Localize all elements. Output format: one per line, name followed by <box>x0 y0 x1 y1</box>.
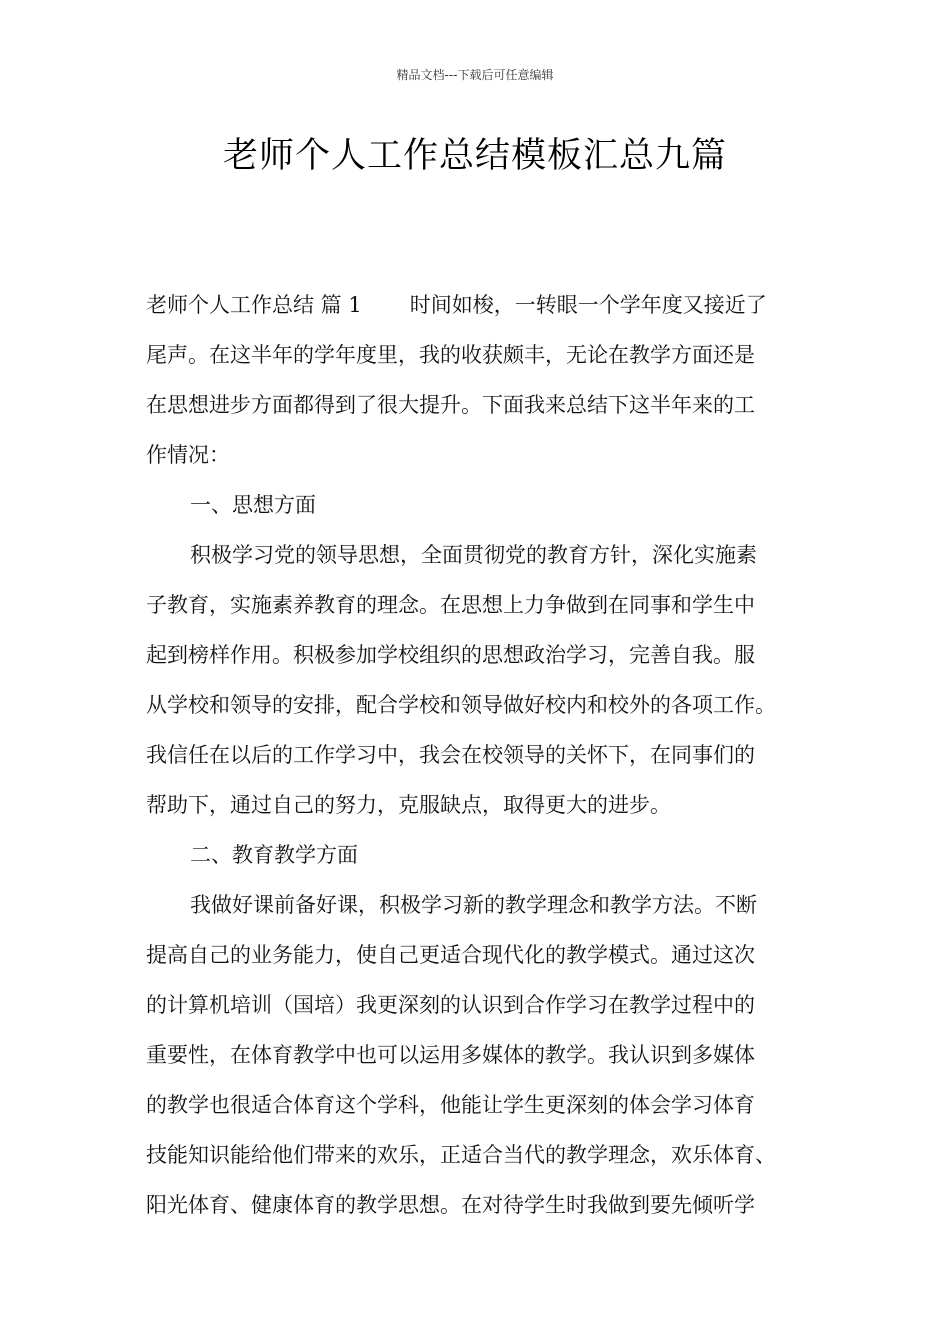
document-title: 老师个人工作总结模板汇总九篇 <box>222 136 727 176</box>
text-line: 我信任在以后的工作学习中，我会在校领导的关怀下，在同事们的 <box>146 743 755 767</box>
text-line: 尾声。在这半年的学年度里，我的收获颇丰，无论在教学方面还是 <box>146 343 755 367</box>
text-line: 子教育，实施素养教育的理念。在思想上力争做到在同事和学生中 <box>146 593 755 617</box>
section-heading-1: 老师个人工作总结 篇 1 <box>146 293 362 317</box>
subheading: 一、思想方面 <box>190 493 316 517</box>
text-line: 技能知识能给他们带来的欢乐，正适合当代的教学理念，欢乐体育、 <box>146 1143 776 1167</box>
text-line: 的教学也很适合体育这个学科，他能让学生更深刻的体会学习体育 <box>146 1093 755 1117</box>
text-line: 帮助下，通过自己的努力，克服缺点，取得更大的进步。 <box>146 793 671 817</box>
text-line: 的计算机培训（国培）我更深刻的认识到合作学习在教学过程中的 <box>146 993 755 1017</box>
text-line: 我做好课前备好课，积极学习新的教学理念和教学方法。不断 <box>190 893 757 917</box>
text-span: 时间如梭，一转眼一个学年度又接近了 <box>409 293 767 317</box>
text-line: 起到榜样作用。积极参加学校组织的思想政治学习，完善自我。服 <box>146 643 755 667</box>
text-line: 在思想进步方面都得到了很大提升。下面我来总结下这半年来的工 <box>146 393 755 417</box>
text-line: 重要性，在体育教学中也可以运用多媒体的教学。我认识到多媒体 <box>146 1043 755 1067</box>
subheading: 二、教育教学方面 <box>190 843 358 867</box>
text-line: 积极学习党的领导思想，全面贯彻党的教育方针，深化实施素 <box>190 543 757 567</box>
text-line: 作情况： <box>146 443 230 467</box>
text-line: 提高自己的业务能力，使自己更适合现代化的教学模式。通过这次 <box>146 943 755 967</box>
text-line: 从学校和领导的安排，配合学校和领导做好校内和校外的各项工作。 <box>146 693 776 717</box>
page-header: 精品文档---下载后可任意编辑 <box>396 68 554 82</box>
document-body <box>146 280 826 1230</box>
text-line <box>146 280 826 330</box>
text-line: 阳光体育、健康体育的教学思想。在对待学生时我做到要先倾听学 <box>146 1193 755 1217</box>
